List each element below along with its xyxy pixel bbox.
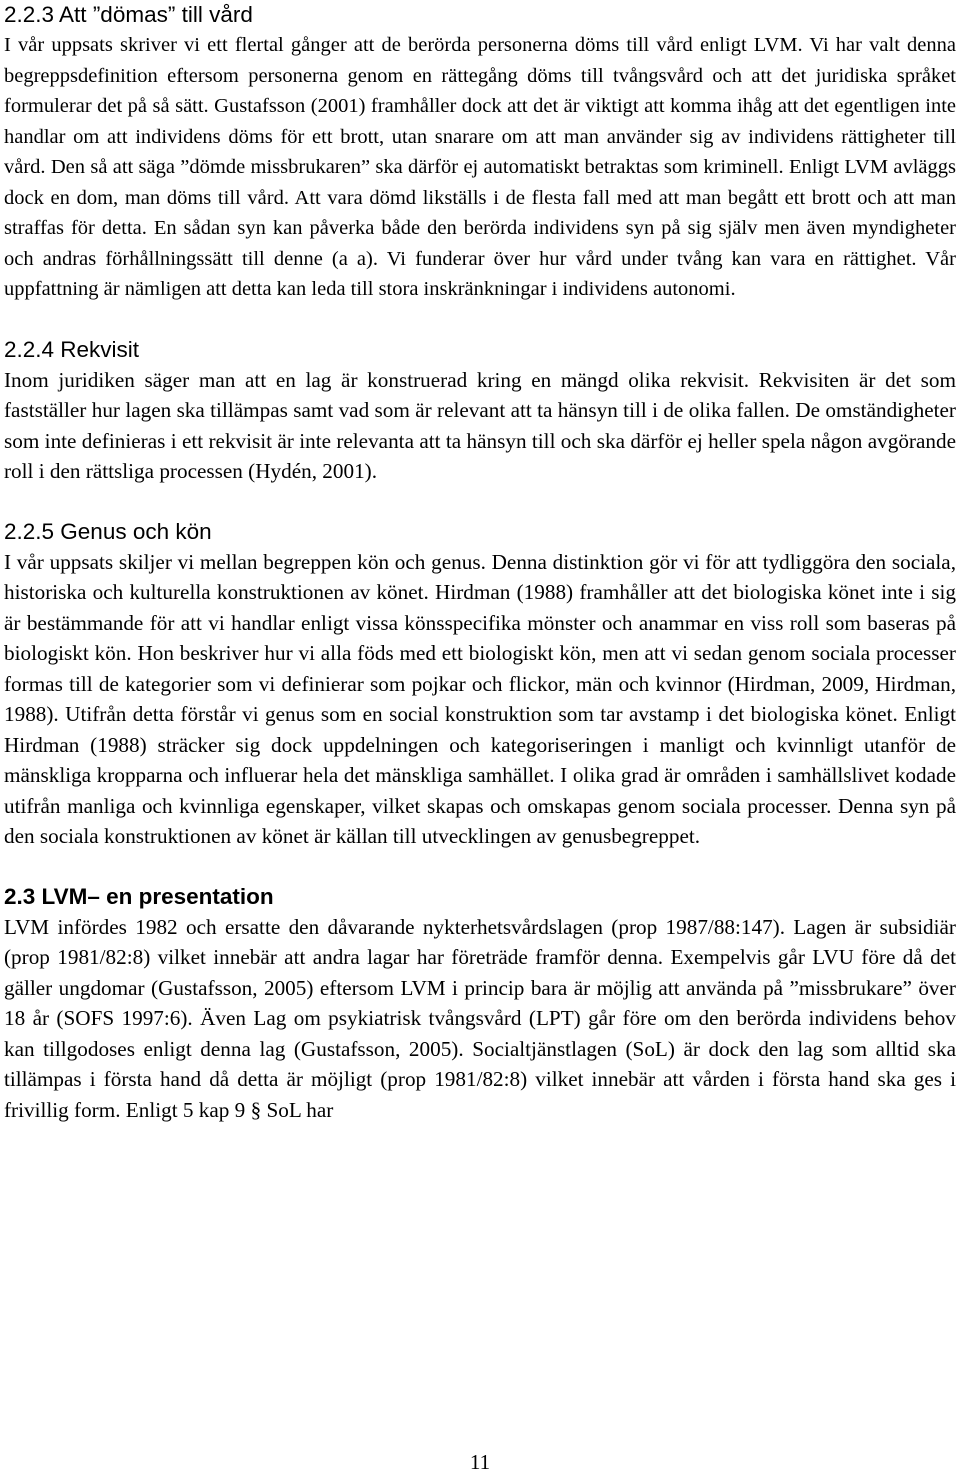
section-body-2-2-4: Inom juridiken säger man att en lag är konstruerad kring en mängd olika rekvisit. Rekvisiten är det som fastställer hur lagen ska tillämpas samt vad som är relevant att ta hänsyn till i de olika fallen. De omständigheter som inte definieras i ett rekvisit är inte relevanta att ta hänsyn till och ska därför ej heller spela någon avgörande roll i den rättsliga processen (Hydén, 2001). (4, 367, 956, 483)
section-heading-2-2-5: 2.2.5 Genus och kön (4, 518, 212, 544)
section-body-2-2-3: I vår uppsats skriver vi ett flertal gånger att de berörda personerna döms till vård enligt LVM. Vi har valt denna begreppsdefinition eftersom personerna genom en rättegång döms till tvångsvård och att det juridiska språket formulerar det på så sätt. Gustafsson (2001) framhåller dock att det är viktigt att komma ihåg att det egentligen inte handlar om att individens döms för ett brott, utan snarare om att man använder sig av individens rättigheter till vård. Den så att säga ”dömde missbrukaren” ska därför ej automatiskt betraktas som kriminell. Enligt LVM avläggs dock en dom, man döms till vård. Att vara dömd likställs i de flesta fall med att man begått ett brott och att man straffas för detta. En sådan syn kan påverka både den berörda individens syn på sig själv men även myndigheter och andras förhållningssätt till denne (a a). Vi funderar över hur vård under tvång kan vara en rättighet. Vår uppfattning är nämligen att detta kan leda till stora inskränkningar i individens autonomi. (4, 34, 956, 300)
section-gap (4, 852, 956, 882)
section-gap (4, 305, 956, 335)
document-page (4, 0, 956, 1125)
section-heading-2-3: 2.3 LVM– en presentation (4, 883, 274, 909)
section-heading-2-2-4: 2.2.4 Rekvisit (4, 336, 140, 362)
section-gap (4, 487, 956, 517)
page-number: 11 (469, 1450, 491, 1474)
section-body-2-3: LVM infördes 1982 och ersatte den dåvarande nykterhetsvårdslagen (prop 1987/88:147). Lagen är subsidiär (prop 1981/82:8) vilket innebär att andra lagar har företräde framför denna. Exempelvis går LVU före då det gäller ungdomar (Gustafsson, 2005) eftersom LVM i princip bara är möjlig att använda på ”missbrukare” över 18 år (SOFS 1997:6). Även Lag om psykiatrisk tvångsvård (LPT) går före om den berörda individens behov kan tillgodoses enligt denna lag (Gustafsson, 2005). Socialtjänstlagen (SoL) är dock den lag som alltid ska tillämpas i första hand då detta är möjligt (prop 1981/82:8) vilket innebär att vården i första hand ska ges i frivillig form. Enligt 5 kap 9 § SoL har (4, 914, 956, 1122)
section-body-2-2-5: I vår uppsats skiljer vi mellan begreppen kön och genus. Denna distinktion gör vi för att tydliggöra den sociala, historiska och kulturella konstruktionen av könet. Hirdman (1988) framhåller att det biologiska könet inte i sig är bestämmande för att vi handlar enligt vissa könsspecifika mönster och anammar en viss roll som baseras på biologiskt kön. Hon beskriver hur vi alla föds med ett biologiskt kön, men att vi sedan genom sociala processer formas till de kategorier som vi definierar som pojkar och flickor, män och kvinnor (Hirdman, 2009, Hirdman, 1988). Utifrån detta förstår vi genus som en social konstruktion som tar avstamp i det biologiska könet. Enligt Hirdman (1988) sträcker sig dock uppdelningen och kategoriseringen i manligt och kvinnligt utanför de mänskliga kropparna och influerar hela det mänskliga samhället. I olika grad är områden i samhällslivet kodade utifrån manliga och kvinnliga egenskaper, vilket skapas och omskapas genom sociala processer. Denna syn på den sociala konstruktionen av könet är källan till utvecklingen av genusbegreppet. (4, 549, 956, 848)
section-heading-2-2-3: 2.2.3 Att ”dömas” till vård (4, 2, 253, 27)
